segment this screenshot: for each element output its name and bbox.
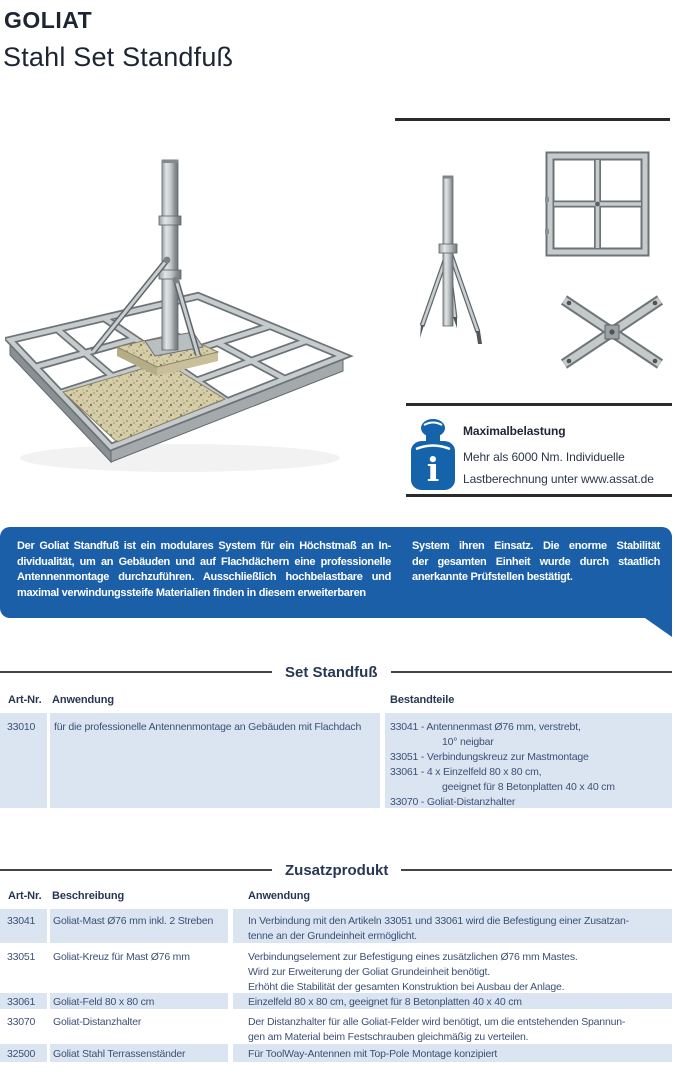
row-anwendung: Verbindungselement zur Befestigung eines zusätzlichen Ø76 mm Mastes. Wird zur Erweiterung der Goliat Grundeinheit benötigt. Erhöht die Stabilität der gesamten Konstruktion bei Ausbau der Anlage. [248, 951, 578, 993]
section-header-zusatzprodukt [0, 856, 672, 884]
row-artnr: 33061 [0, 993, 47, 1009]
row-anwendung: In Verbindung mit den Artikeln 33051 und 33061 wird die Befestigung einer Zusatzan- tenne an der Grundeinheit ermöglicht. [233, 909, 672, 943]
zusatz-table-row [0, 909, 672, 943]
section-line-right [401, 869, 672, 871]
set-table-header-bestandteile: Bestandteile [390, 694, 455, 706]
row-beschreibung: Goliat-Kreuz für Mast Ø76 mm [53, 951, 190, 963]
zusatz-table-row [0, 1012, 672, 1042]
set-row-artnr: 33010 [0, 713, 47, 808]
section-title: Zusatzprodukt [285, 861, 389, 879]
zusatz-table-header-anwendung: Anwendung [248, 890, 311, 902]
set-row-bestandteile: 33041 - Antennenmast Ø76 mm, verstrebt, 10° neigbar 33051 - Verbindungskreuz zur Mastmontage 33061 - 4 x Einzelfeld 80 x 80 cm, geeignet für 8 Betonplatten 40 x 40 cm 33070 - Goliat-Distanzhalter [385, 713, 672, 808]
product-photo-single-field-frame [545, 151, 650, 257]
section-line-left [0, 671, 272, 673]
section-line-right [391, 671, 673, 673]
product-photo-cross-connector [556, 285, 668, 379]
info-heading: Maximalbelastung [463, 424, 566, 438]
zusatz-table-header-artnr: Art-Nr. [8, 890, 42, 902]
zusatz-table-row [0, 993, 672, 1009]
set-table-header-anwendung: Anwendung [52, 694, 115, 706]
divider-top-right [395, 118, 670, 121]
row-anwendung: Für ToolWay-Antennen mit Top-Pole Montage konzipiert [233, 1044, 672, 1062]
row-artnr: 33051 [7, 951, 36, 963]
row-anwendung: Der Distanzhalter für alle Goliat-Felder wird benötigt, um die entstehenden Spannun- gen am Material beim Festschrauben gleichmäßig zu verteilen. [248, 1016, 626, 1043]
zusatz-table-row [0, 947, 672, 991]
description-left-column: Der Goliat Standfuß ist ein modulares System für ein Höchstmaß an In- dividualität, um an Gebäuden und auf Flachdächern eine professionelle Antennenmontage durchzuführen. Ausschließlich hochbelastbare und maximal verwindungssteife Materialien finden in diesem erweiterbaren [17, 540, 391, 600]
page-title: GOLIAT [4, 7, 93, 33]
row-artnr: 32500 [0, 1044, 47, 1062]
description-right-column: System ihren Einsatz. Die enorme Stabilität der gesamten Einheit wurde durch staatlich anerkannte Prüfstellen bestätigt. [412, 540, 660, 584]
info-text-line: Mehr als 6000 Nm. Individuelle [463, 450, 625, 464]
divider-info-top [406, 403, 672, 406]
row-beschreibung: Goliat-Feld 80 x 80 cm [50, 993, 228, 1009]
row-beschreibung: Goliat Stahl Terrassenständer [50, 1044, 228, 1062]
set-row-anwendung: für die professionelle Antennenmontage an Gebäuden mit Flachdach [50, 713, 380, 808]
zusatz-table-row [0, 1044, 672, 1062]
section-title: Set Standfuß [285, 663, 378, 681]
divider-info-bottom [406, 494, 672, 497]
set-table-row [0, 713, 672, 808]
svg-text:i: i [426, 450, 440, 489]
info-text-line: Lastberechnung unter www.assat.de [463, 472, 654, 486]
section-line-left [0, 869, 272, 871]
row-artnr: 33070 [7, 1016, 36, 1028]
row-anwendung: Einzelfeld 80 x 80 cm, geeignet für 8 Betonplatten 40 x 40 cm [233, 993, 672, 1009]
zusatz-table-header-beschreibung: Beschreibung [52, 890, 125, 902]
product-photo-goliat-base-with-mast [5, 128, 395, 520]
section-header-set-standfuss [0, 658, 672, 686]
set-table-header-artnr: Art-Nr. [8, 694, 42, 706]
row-beschreibung: Goliat-Mast Ø76 mm inkl. 2 Streben [50, 909, 228, 943]
max-load-weight-icon [410, 417, 456, 493]
row-artnr: 33041 [0, 909, 47, 943]
product-photo-mast-tripod [412, 168, 512, 348]
page-subtitle: Stahl Set Standfuß [3, 42, 234, 72]
row-beschreibung: Goliat-Distanzhalter [53, 1016, 142, 1028]
description-callout [0, 527, 672, 618]
